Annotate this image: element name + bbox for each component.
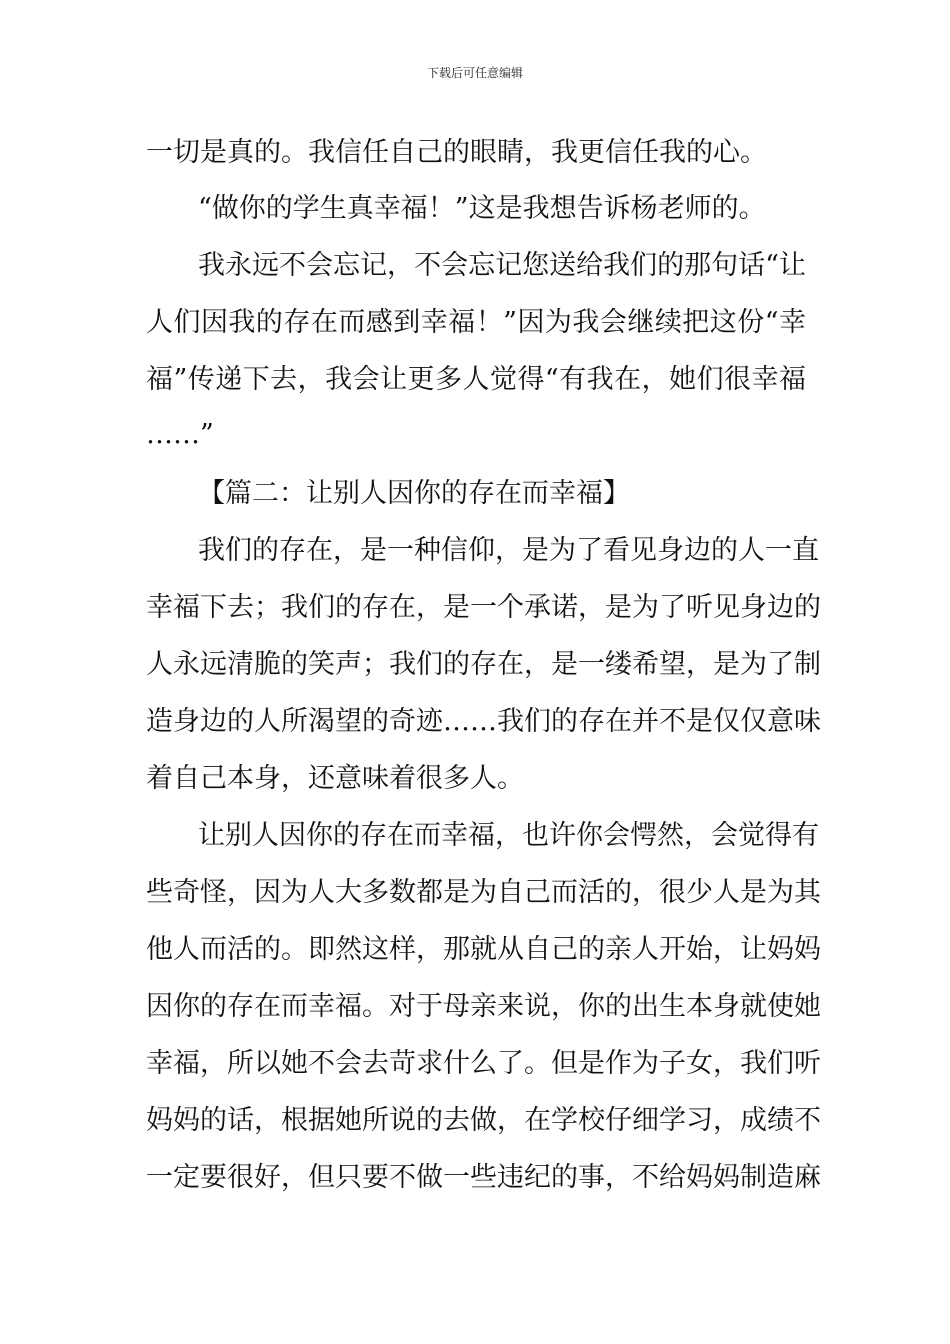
text-line-5: 福”传递下去，我会让更多人觉得“有我在，她们很幸福 bbox=[146, 364, 806, 395]
text-line-15: 因你的存在而幸福。对于母亲来说，你的出生本身就使她 bbox=[146, 991, 821, 1022]
text-line-14: 他人而活的。即然这样，那就从自己的亲人开始，让妈妈 bbox=[146, 934, 821, 965]
text-line-1: 一切是真的。我信任自己的眼睛，我更信任我的心。 bbox=[146, 137, 767, 168]
text-line-9: 人永远清脆的笑声；我们的存在，是一缕希望，是为了制 bbox=[146, 649, 821, 680]
text-line-12: 让别人因你的存在而幸福，也许你会愕然，会觉得有 bbox=[198, 820, 819, 851]
text-line-8: 幸福下去；我们的存在，是一个承诺，是为了听见身边的 bbox=[146, 592, 821, 623]
section-title: 【篇二：让别人因你的存在而幸福】 bbox=[198, 478, 630, 509]
text-line-17: 妈妈的话，根据她所说的去做，在学校仔细学习，成绩不 bbox=[146, 1105, 821, 1136]
text-line-2: “做你的学生真幸福！”这是我想告诉杨老师的。 bbox=[198, 193, 766, 224]
text-line-11: 着自己本身，还意味着很多人。 bbox=[146, 763, 524, 794]
text-line-18: 一定要很好，但只要不做一些违纪的事，不给妈妈制造麻 bbox=[146, 1162, 821, 1193]
text-line-6: ……” bbox=[146, 419, 214, 450]
text-line-16: 幸福，所以她不会去苛求什么了。但是作为子女，我们听 bbox=[146, 1048, 821, 1079]
text-line-13: 些奇怪，因为人大多数都是为自己而活的，很少人是为其 bbox=[146, 877, 821, 908]
page-header: 下载后可任意编辑 bbox=[426, 66, 523, 80]
text-line-10: 造身边的人所渴望的奇迹……我们的存在并不是仅仅意味 bbox=[146, 706, 821, 737]
text-line-3: 我永远不会忘记，不会忘记您送给我们的那句话“让 bbox=[198, 250, 806, 281]
text-line-4: 人们因我的存在而感到幸福！”因为我会继续把这份“幸 bbox=[146, 307, 806, 338]
text-line-7: 我们的存在，是一种信仰，是为了看见身边的人一直 bbox=[198, 535, 819, 566]
